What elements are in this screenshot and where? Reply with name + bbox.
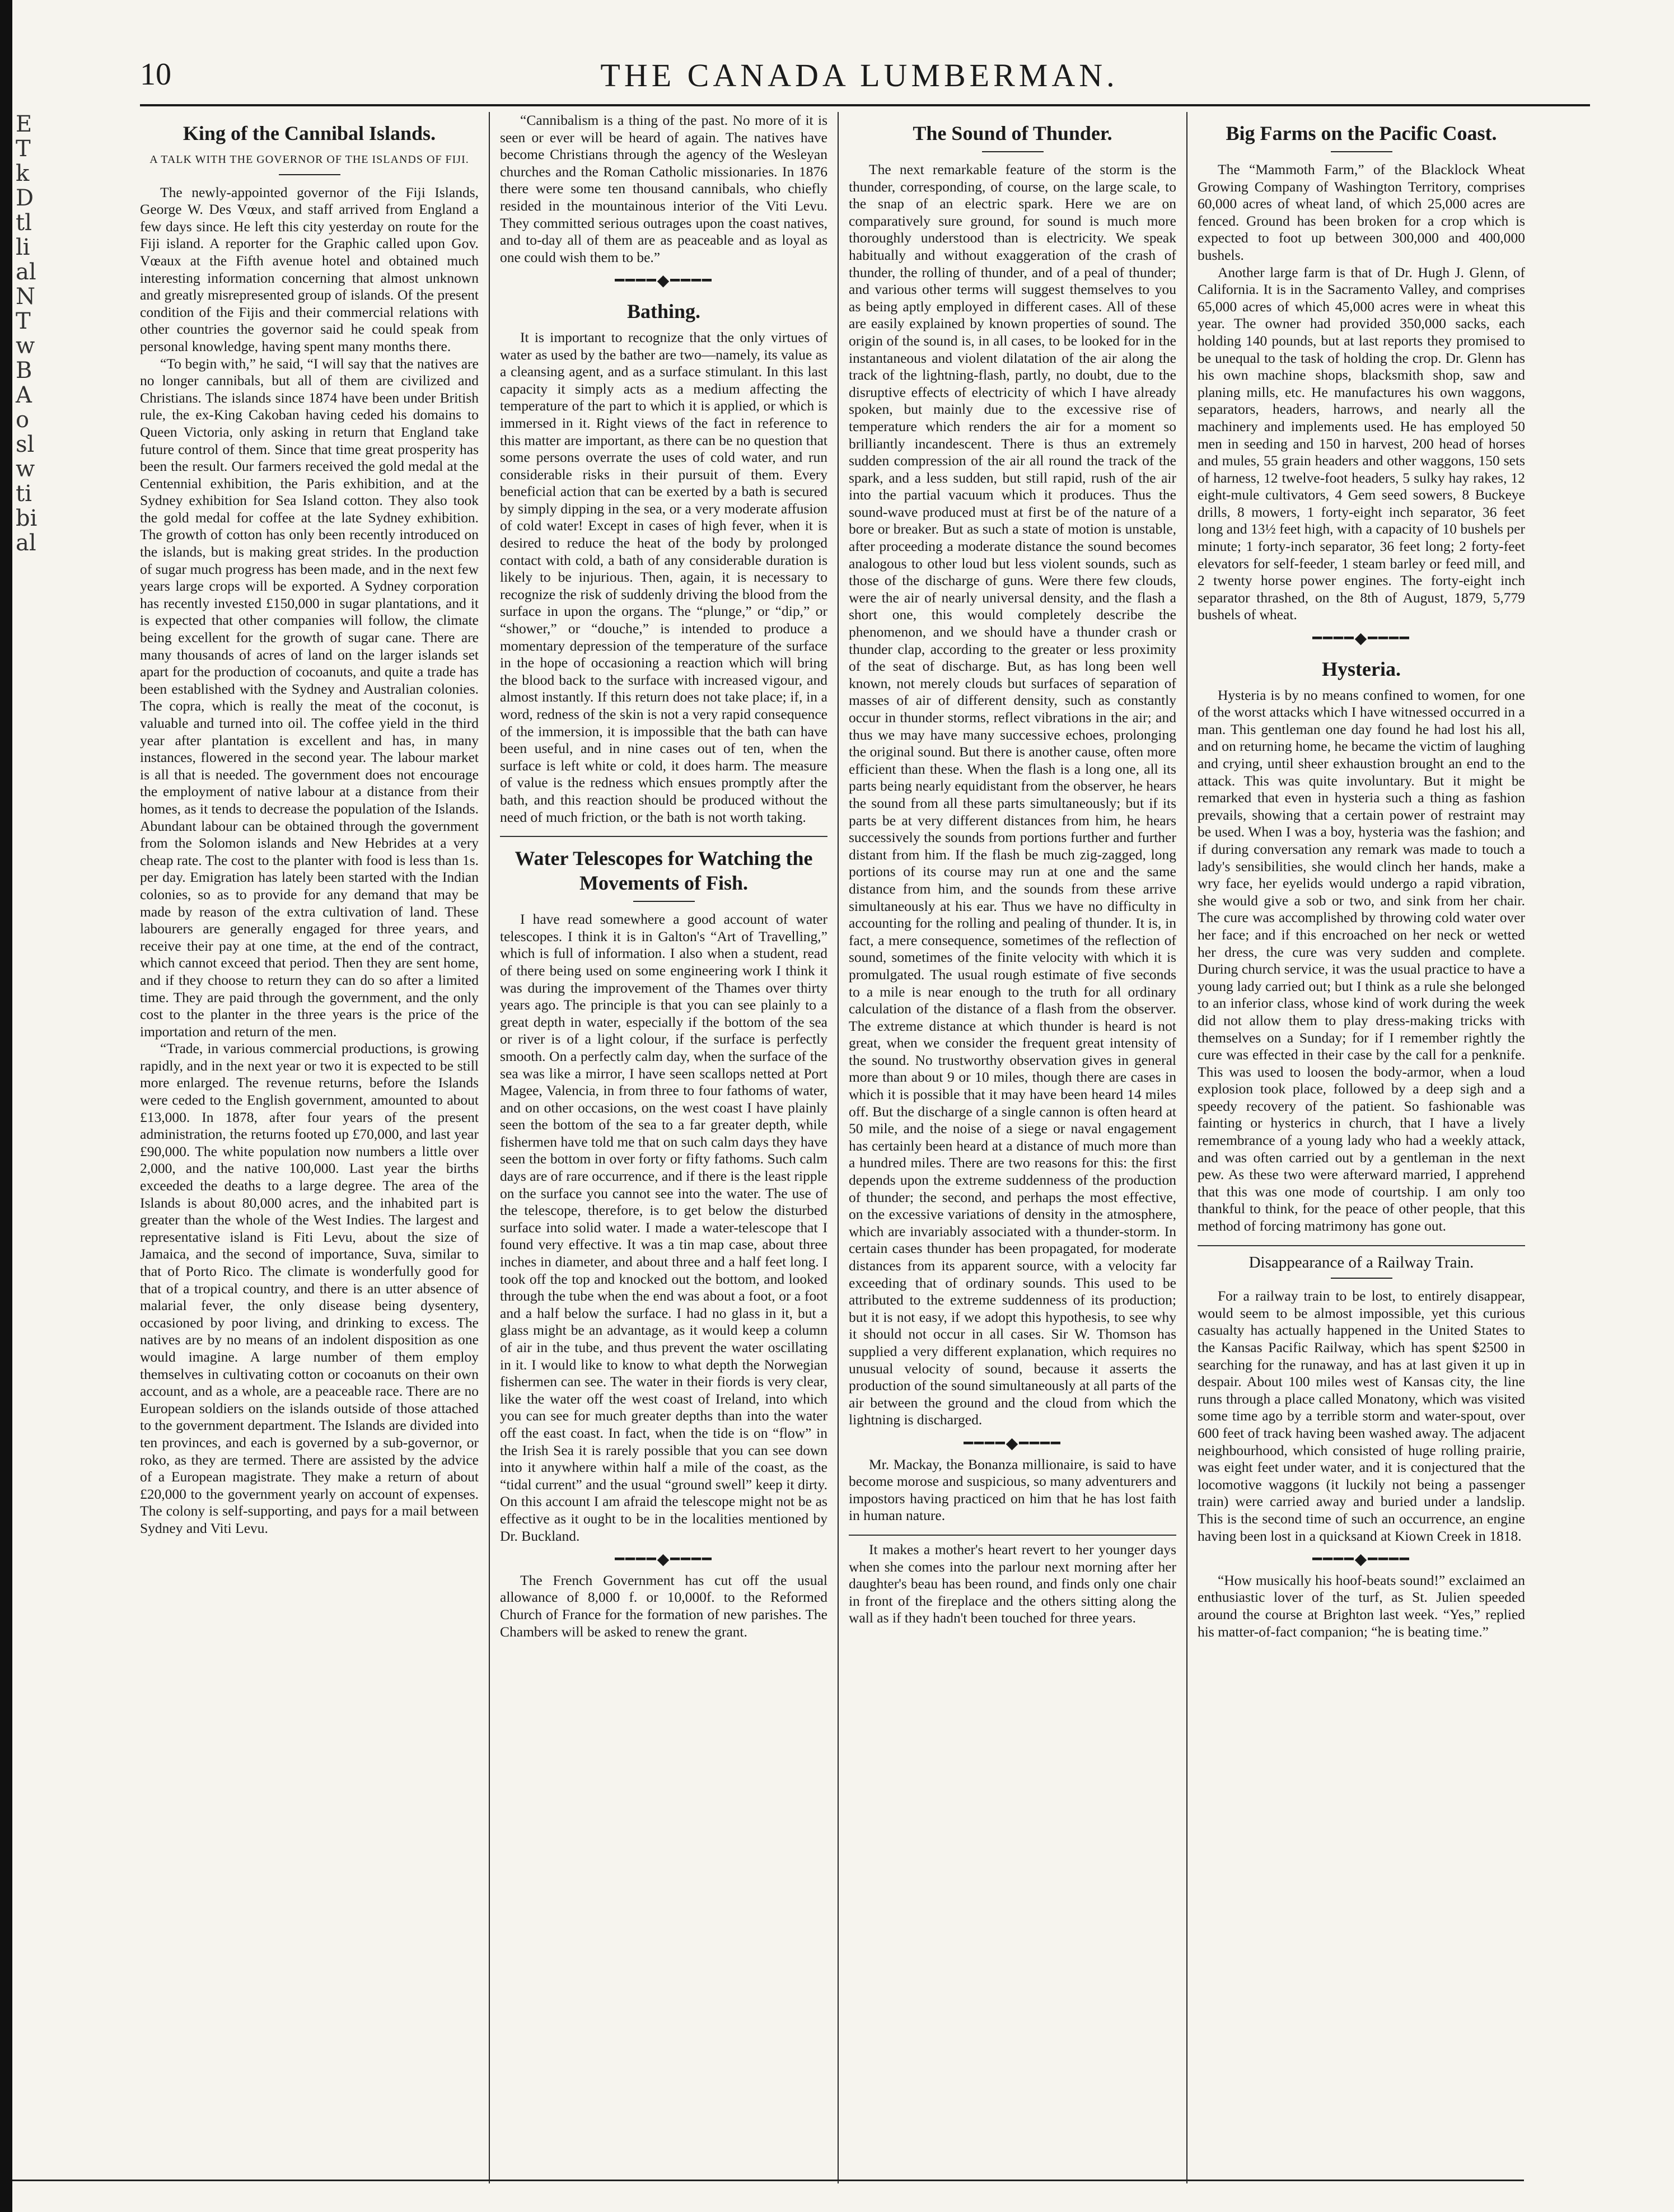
gutter-fragment: o <box>16 407 30 433</box>
page-number: 10 <box>140 57 171 92</box>
scan-edge-bar <box>0 0 12 2212</box>
paragraph: Mr. Mackay, the Bonanza millionaire, is said to have become morose and suspicious, so many adventurers and impostors having practiced on him that he has lost faith in human nature. <box>849 1456 1176 1524</box>
divider <box>500 836 827 837</box>
paragraph: The newly-appointed governor of the Fiji Islands, George W. Des Vœux, and staff arrived from England a few days since. He left this city yesterday on route for the Fiji island. A reporter for the Graphic called upon Gov. Vœaux at the Fifth avenue hotel and obtained much interesting information concerning that almost unknown and greatly misrepresented group of islands. Of the present condition of the Fijis and their commercial relations with other countries the governor said he could speak from personal knowledge, having spent many months there. <box>140 184 479 354</box>
gutter-fragment: B <box>16 358 32 384</box>
divider <box>982 151 1044 152</box>
paragraph: The French Government has cut off the usual allowance of 8,000 f. or 10,000f. to the Reformed Church of France for the formation of new parishes. The Chambers will be asked to renew the grant. <box>500 1572 827 1640</box>
gutter-fragment: w <box>16 456 35 482</box>
ornament-divider: ━━━━◆━━━━ <box>1312 630 1410 648</box>
gutter-fragment: T <box>16 308 31 334</box>
article-headline-railway: Disappearance of a Railway Train. <box>1249 1253 1474 1271</box>
gutter-fragment: bi <box>16 506 38 531</box>
article-headline-water-telescopes: Water Telescopes for Watching the Movements of Fish. <box>515 847 813 895</box>
gutter-fragment: N <box>16 284 35 310</box>
paragraph: “To begin with,” he said, “I will say that the natives are no longer cannibals, but all of them are civilized and Christians. The islands since 1874 have been under British rule, the ex-King Cakoban having ceded his domains to Queen Victoria, only asking in return that England take future control of them. Since that time great prosperity has been the result. Our farmers received the gold medal at the Centennial exhibition, the Paris exhibition, and at the Sydney exhibition for Sea Island cotton. They also took the gold medal for coffee at the late Sydney exhibition. The growth of cotton has only been recently introduced on the islands, but is making great strides. In the production of sugar much progress has been made, and in the next few years large crops will be exported. A Sydney corporation has recently invested £150,000 in sugar plantations, and it is expected that other companies will follow, the climate being excellent for the growth of sugar cane. There are many thousands of acres of land on the larger islands set apart for the production of cocoanuts, and quite a trade has been established with the Sydney and Australian colonies. The copra, which is really the meat of the coconut, is valuable and turned into oil. The coffee yield in the third year after plantation is excellent and has, in many instances, flowered in the second year. The labour market is all that is needed. The government does not encourage the employment of native labour at a distance from their homes, as it tends to decrease the population of the Islands. Abundant labour can be obtained through the government from the Solomon islands and New Hebrides at a very cheap rate. The cost to the planter with food is less than 1s. per day. Emigration has lately been started with the Indian colonies, so as to provide for any demand that may be made by reason of the extra cultivation of land. These labourers are generally engaged for three years, and receive their pay at one time, at the end of the contract, which cannot exceed that period. Then they are sent home, and if they choose to return they can do so after a limited time. They are paid through the government, and the only cost to the planter in the three years is the price of the importation and return of the men. <box>140 355 479 1040</box>
ornament-divider: ━━━━◆━━━━ <box>1312 1551 1410 1569</box>
page-header <box>140 53 1579 104</box>
ornament-divider: ━━━━◆━━━━ <box>615 1551 713 1569</box>
divider <box>633 901 695 902</box>
paragraph: Hysteria is by no means confined to women, for one of the worst attacks which I have witnessed occurred in a man. This gentleman one day found he had lost his all, and on returning home, he became the victim of laughing and crying, until sheer exhaustion brought an end to the attack. This was quite involuntary. But it might be remarked that even in hysteria such a thing as fashion prevails, showing that a certain power of restraint may be used. When I was a boy, hysteria was the fashion; and if during conversation any remark was made to touch a lady's sensibilities, she would clinch her hands, make a wry face, her eyelids would undergo a rapid vibration, she would give a sob or two, and sink from her chair. The cure was accomplished by throwing cold water over her face; and if this encroached on her neck or wetted her dress, the cure was very sudden and complete. During church service, it was the usual practice to have a young lady carried out; but I think as a rule she belonged to an inferior class, whose kind of work during the week did not allow them to play dress-making tricks with themselves on a Sunday; for if I remember rightly the cure was effected in their case by the call for a penknife. This was used to loosen the body-armor, when a loud explosion took place, followed by a deep sigh and a speedy recovery of the patient. So fashionable was fainting or hysterics in church, that I have a lively remembrance of a young lady who had a weekly attack, and was often carried out by a gentleman in the next pew. As these two were afterward married, I apprehend that this was one mode of courtship. I am only too thankful to think, for the peace of other people, that this method of forcing matrimony has gone out. <box>1198 686 1525 1234</box>
paragraph: It makes a mother's heart revert to her younger days when she comes into the parlour next morning after her daughter's beau has been round, and finds only one chair in front of the fireplace and the others sitting along the wall as if they hadn't been touched for three years. <box>849 1541 1176 1626</box>
masthead-title: THE CANADA LUMBERMAN. <box>600 57 1119 93</box>
gutter-fragment: ti <box>16 481 32 507</box>
gutter-fragment: al <box>16 530 36 556</box>
article-headline-bathing: Bathing. <box>626 300 701 322</box>
gutter-fragment: sl <box>16 432 35 457</box>
article-headline-cannibal-islands: King of the Cannibal Islands. <box>183 122 436 144</box>
paragraph: The “Mammoth Farm,” of the Blacklock Wheat Growing Company of Washington Territory, comprises 60,000 acres of wheat land, of which 25,000 acres are fenced. Ground has been broken for a crop which is expected to foot up between 300,000 and 400,000 bushels. <box>1198 161 1525 263</box>
article-subhead: A TALK WITH THE GOVERNOR OF THE ISLANDS OF FIJI. <box>149 153 469 166</box>
divider <box>279 174 340 175</box>
article-headline-hysteria: Hysteria. <box>1322 657 1401 680</box>
header-rule <box>140 104 1590 106</box>
gutter-fragment: T <box>16 136 31 162</box>
article-columns <box>140 112 1590 2183</box>
ornament-divider: ━━━━◆━━━━ <box>615 272 713 290</box>
article-headline-big-farms: Big Farms on the Pacific Coast. <box>1226 122 1497 144</box>
paragraph: “How musically his hoof-beats sound!” exclaimed an enthusiastic lover of the turf, as St. Julien speeded around the course at Brighton last week. “Yes,” replied his matter-of-fact companion; “he is beating time.” <box>1198 1572 1525 1640</box>
divider <box>1198 1245 1525 1246</box>
paragraph: I have read somewhere a good account of water telescopes. I think it is in Galton's “Art of Travelling,” which is full of information. I also when a student, read of there being used on some engineering work I think it was during the improvement of the Thames over thirty years ago. The principle is that you can see plainly to a great depth in water, especially if the bottom of the sea or river is of a light colour, if the surface is perfectly smooth. On a perfectly calm day, when the surface of the sea was like a mirror, I have seen scallops netted at Port Magee, Valencia, in from three to four fathoms of water, and on other occasions, on the west coast I have plainly seen the bottom of the sea to a far greater depth, while fishermen have told me that on such calm days they have seen the bottom in over forty or fifty fathoms. Such calm days are of rare occurrence, and if there is the least ripple on the surface you cannot see into the water. The use of the telescope, therefore, is to get below the disturbed surface into solid water. I made a water-telescope that I found very effective. It was a tin map case, about three inches in diameter, and about three and a half feet long. I took off the top and knocked out the bottom, and looked through the tube when the end was about a foot, or a foot and a half below the surface. I had no glass in it, but a glass might be an advantage, as it would keep a column of air in the tube, and thus prevent the water oscillating in it. I would like to know to what depth the Norwegian fishermen can see. The water in their fiords is very clear, like the water off the west coast of Ireland, into which you can see for much greater depths than into the water off the east coast. In fact, when the tide is on “flow” in the Irish Sea it is rarely possible that you can see down into it anywhere within half a mile of the coast, as the “tidal current” and the usual “ground swell” keep it dirty. On this account I am afraid the telescope might not be as effective as it ought to be in the localities mentioned by Dr. Buckland. <box>500 911 827 1544</box>
gutter-fragment: E <box>16 111 32 137</box>
paragraph: The next remarkable feature of the storm is the thunder, corresponding, of course, on the large scale, to the snap of an electric spark. Here we are on comparatively sure ground, for sound is much more thoroughly understood than is electricity. We speak habitually and without exaggeration of the crash of thunder, the rolling of thunder, and of a peal of thunder; and various other terms will suggest themselves to you as being aptly employed in different cases. All of these are easily explained by known properties of sound. The origin of the sound is, in all cases, to be looked for in the instantaneous and violent dilatation of the air along the track of the lightning-flash, partly, no doubt, due to the disruptive effects of electricity of which I have already spoken, but mainly due to the excessive rise of temperature which renders the air for a moment so brilliantly incandescent. There is thus an extremely sudden compression of the air all round the track of the spark, and a less sudden, but still rapid, rush of the air into the partial vacuum which it produces. Thus the sound-wave produced must at first be of the nature of a bore or breaker. But as such a state of motion is unstable, after proceeding a moderate distance the sound becomes analogous to other loud but less violent sounds, such as those of the discharge of guns. Were there few clouds, were the air of nearly universal density, and the flash a short one, this would completely describe the phenomenon, and we should have a thunder crash or thunder clap, according to the greater or less proximity of the seat of discharge. But, as has long been well known, not merely clouds but surfaces of separation of masses of air of different density, such as constantly occur in thunder storms, reflect vibrations in the air; and thus we may have many successive echoes, prolonging the original sound. But there is another cause, often more efficient than these. When the flash is a long one, all its parts being nearly equidistant from the observer, he hears the sound from all these parts simultaneously; but if its parts be at very different distances from him, he hears successively the sounds from portions further and further distant from him. If the flash be much zig-zagged, long portions of its course may run at one and the same distance from him, and the sounds from these arrive simultaneously at his ear. Thus we have no difficulty in accounting for the rolling and pealing of thunder. It is, in fact, a mere consequence, sometimes of the reflection of sound, sometimes of the finite velocity with which it is promulgated. The usual rough estimate of five seconds to a mile is near enough to the truth for all ordinary calculation of the distance of a flash from the observer. The extreme distance at which thunder is heard is not great, when we consider the frequent great intensity of the sound. No trustworthy observation gives in general more than about 9 or 10 miles, though there are cases in which it is possible that it may have been heard 14 miles off. But the discharge of a single cannon is often heard at 50 mile, and the noise of a siege or naval engagement has certainly been heard at a distance of much more than a hundred miles. There are two reasons for this: the first depends upon the extreme suddenness of the production of thunder; the second, and perhaps the most effective, on the excessive variations of density in the atmosphere, which are invariably associated with a thunder-storm. In certain cases thunder has been propagated, for moderate distances from its apparent source, with a velocity far exceeding that of ordinary sounds. This used to be attributed to the extreme suddenness of its production; but it is not easy, if we adopt this hypothesis, to see why it should not occur in all cases. Sir W. Thomson has supplied a very different explanation, which requires no unusual velocity of sound, because it asserts the production of the sound simultaneously at all parts of the air between the ground and the cloud from which the lightning is discharged. <box>849 161 1176 1428</box>
ornament-divider: ━━━━◆━━━━ <box>964 1434 1062 1452</box>
paragraph: “Cannibalism is a thing of the past. No more of it is seen or ever will be heard of again. The natives have become Christians through the agency of the Wesleyan churches and the Roman Catholic missionaries. In 1876 there were some ten thousand cannibals, who chiefly resided in the mountainous interior of the Viti Levu. They committed serious outrages upon the coast natives, and to-day all of them are as peaceable and as loyal as one could wish them to be.” <box>500 112 827 265</box>
column-1 <box>140 112 489 2183</box>
gutter-fragment: w <box>16 333 35 359</box>
divider <box>1331 151 1392 152</box>
paragraph: It is important to recognize that the only virtues of water as used by the bather are two—namely, its value as a cleansing agent, and as a surface stimulant. In this last capacity it simply acts as a medium affecting the temperature of the part to which it is applied, or which is immersed in it. Right views of the fact in reference to this matter are important, as there can be no question that some persons overrate the uses of cold water, and run considerable risks in their pursuit of them. Every beneficial action that can be exerted by a bath is secured by simply dipping in the sea, or a very moderate affusion of cold water! Except in cases of high fever, when it is desired to reduce the heat of the body by prolonged contact with cold, a bath of any considerable duration is likely to be injurious. Then, again, it is necessary to recognize the risk of suddenly driving the blood from the surface in upon the organs. The “plunge,” or “dip,” or “shower,” or “douche,” is intended to produce a momentary depression of the temperature of the surface in the hope of occasioning a reaction which will bring the blood back to the surface with increased vigour, and almost instantly. If this return does not take place; if, in a word, redness of the skin is not a very rapid consequence of the immersion, it is impossible that the bath can have been useful, and in nine cases out of ten, when the surface is left white or cold, it does harm. The measure of value is the redness which ensues promptly after the bath, and this reaction should be produced without the need of much friction, or the bath is not worth taking. <box>500 329 827 825</box>
column-3 <box>838 112 1186 2183</box>
paragraph: Another large farm is that of Dr. Hugh J. Glenn, of California. It is in the Sacramento Valley, and comprises 65,000 acres of which 45,000 acres were in wheat this year. The owner had provided 350,000 sacks, each holding 140 pounds, but at last reports they promised to be unequal to the task of holding the crop. Dr. Glenn has his own machine shops, blacksmith shop, saw and planing mills, etc. He manufactures his own waggons, separators, headers, harrows, and nearly all the machinery and implements used. He has employed 50 men in seeding and 150 in harvest, 200 head of horses and mules, 55 grain headers and other waggons, 150 sets of harness, 12 twelve-foot headers, 5 sulky hay rakes, 12 eight-mule cultivators, 4 Gem seed sowers, 8 Buckeye drills, 8 mowers, 1 forty-eight inch separator, 36 feet long and 13½ feet high, with a capacity of 10 bushels per minute; 1 forty-inch separator, 36 feet long; 2 forty-feet elevators for self-feeder, 1 steam barley or feed mill, and 2 twenty horse power engines. The forty-eight inch separator thrashed, on the 8th of August, 1879, 5,779 bushels of wheat. <box>1198 264 1525 623</box>
gutter-fragment: al <box>16 259 36 285</box>
gutter-fragment: k <box>16 161 30 186</box>
divider <box>1331 1278 1392 1279</box>
paragraph: “Trade, in various commercial productions, is growing rapidly, and in the next year or two it is expected to be still more enlarged. The revenue returns, before the Islands were ceded to the English government, amounted to about £13,000. In 1878, after four years of the present administration, the returns footed up £70,000, and last year £90,000. The white population now numbers a little over 2,000, and the native 100,000. Last year the births exceeded the deaths to a large degree. The area of the Islands is about 80,000 acres, and the inhabited part is greater than the whole of the West Indies. The largest and representative island is Fiti Levu, about the size of Jamaica, and the second of importance, Suva, similar to that of Porto Rico. The climate is wonderfully good for that of a tropical country, and there is an utter absence of malarial fever, the only disease being dysentery, occasioned by poor living, and drinking to excess. The natives are by no means of an indolent disposition as one would imagine. A large number of them employ themselves in cultivating cotton or cocoanuts on their own account, and as a whole, are a peaceable race. There are no European soldiers on the islands outside of those attached to the government department. The Islands are divided into ten provinces, and each is governed by a sub-governor, or roko, as they are termed. There are assisted by the advice of a European magistrate. They make a return of about £20,000 to the government yearly on account of expenses. The colony is self-supporting, and pays for a mail between Sydney and Viti Levu. <box>140 1040 479 1536</box>
adjacent-page-gutter <box>16 112 49 555</box>
column-4 <box>1186 112 1535 2183</box>
paragraph: For a railway train to be lost, to entirely disappear, would seem to be almost impossible, yet this curious casualty has actually happened in the United States to the Kansas Pacific Railway, which has spent $2500 in searching for the runaway, and has at last given it up in despair. About 100 miles west of Kansas city, the line runs through a place called Monatony, which was visited some time ago by a terrible storm and water-spout, over 600 feet of track having been washed away. The adjacent neighbourhood, which consisted of huge rolling prairie, was eight feet under water, and it is conjectured that the locomotive waggons (it luckily not being a passenger train) were carried away and buried under a landslip. This is the second time of such an occurrence, an engine having been lost in a quicksand at Kiown Creek in 1818. <box>1198 1288 1525 1544</box>
footer-rule <box>12 2180 1524 2181</box>
article-headline-thunder: The Sound of Thunder. <box>913 122 1112 144</box>
gutter-fragment: tl <box>16 210 32 236</box>
gutter-fragment: D <box>16 185 34 211</box>
divider <box>849 1535 1176 1536</box>
gutter-fragment: li <box>16 235 30 260</box>
column-2 <box>489 112 838 2183</box>
gutter-fragment: A <box>16 382 32 408</box>
